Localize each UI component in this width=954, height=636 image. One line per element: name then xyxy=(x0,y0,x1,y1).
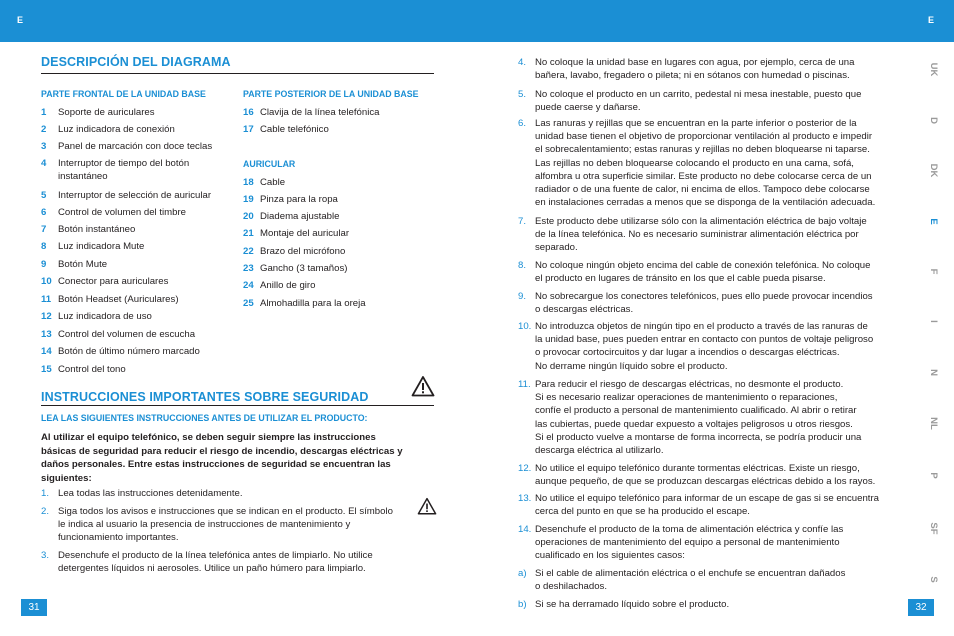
language-tab-e: E xyxy=(928,218,939,225)
part-number: 20 xyxy=(243,211,254,222)
safety-item-line: Si el producto vuelve a montarse de forma incorrecta, se podría producir una xyxy=(535,431,862,443)
part-label: Diadema ajustable xyxy=(260,211,340,222)
part-number: 5 xyxy=(41,190,47,201)
safety-item-line: aunque pequeño, de que se produzcan descargas eléctricas debido a los rayos. xyxy=(535,476,876,488)
safety-item-line: Siga todos los avisos e instrucciones que se indican en el producto. El símbolo xyxy=(58,506,393,517)
part-number: 10 xyxy=(41,276,52,287)
part-label: Luz indicadora Mute xyxy=(58,241,145,252)
safety-item-number: a) xyxy=(518,568,527,579)
language-code-left: E xyxy=(17,15,24,25)
part-number: 8 xyxy=(41,241,47,252)
part-number: 3 xyxy=(41,141,47,152)
safety-item-number: 3. xyxy=(41,550,50,561)
warning-triangle-icon xyxy=(411,375,435,397)
safety-item-line: operaciones de mantenimiento del equipo a personal de mantenimiento xyxy=(535,537,840,549)
part-label: Control del tono xyxy=(58,364,126,375)
safety-subtitle: LEA LAS SIGUIENTES INSTRUCCIONES ANTES DE UTILIZAR EL PRODUCTO: xyxy=(41,413,368,423)
part-label: Botón instantáneo xyxy=(58,224,136,235)
part-number: 25 xyxy=(243,298,254,309)
safety-item-line: Desenchufe el producto de la toma de alimentación eléctrica y confíe las xyxy=(535,524,844,535)
safety-item-line: Las rejillas no deben bloquearse colocando el producto en una cama, sofá, xyxy=(535,157,854,169)
safety-item-line: No derrame ningún líquido sobre el producto. xyxy=(535,360,728,372)
safety-item-line: Si el cable de alimentación eléctrica o el enchufe se encuentran dañados xyxy=(535,568,846,579)
part-number: 6 xyxy=(41,207,47,218)
part-label: Interruptor de tiempo del botón xyxy=(58,158,190,169)
safety-item-number: 7. xyxy=(518,216,527,227)
safety-item-number: 9. xyxy=(518,291,527,302)
safety-item-line: o descargas eléctricas. xyxy=(535,304,634,316)
language-tab-d: D xyxy=(928,117,939,124)
part-label: Panel de marcación con doce teclas xyxy=(58,141,213,152)
part-label: Conector para auriculares xyxy=(58,276,169,287)
safety-item-line: No sobrecargue los conectores telefónicos, pues ello puede provocar incendios xyxy=(535,291,873,302)
page-number-right: 32 xyxy=(908,599,934,616)
safety-title: INSTRUCCIONES IMPORTANTES SOBRE SEGURIDAD xyxy=(41,390,369,404)
language-tab-i: I xyxy=(928,320,939,323)
language-tab-s: S xyxy=(928,576,939,583)
safety-item-line: No utilice el equipo telefónico durante tormentas eléctricas. Existe un riesgo, xyxy=(535,463,860,474)
part-number: 15 xyxy=(41,364,52,375)
front-section-title: PARTE FRONTAL DE LA UNIDAD BASE xyxy=(41,89,206,99)
safety-item-line: alfombra u otra superficie similar. Este producto no debe colocarse cerca de un xyxy=(535,170,872,182)
safety-item-number: 2. xyxy=(41,506,50,517)
safety-item-line: Este producto debe utilizarse sólo con la alimentación eléctrica de bajo voltaje xyxy=(535,216,867,227)
safety-item-line: Lea todas las instrucciones detenidamente. xyxy=(58,488,243,499)
safety-item-line: las cubiertas, puede quedar expuesto a voltajes peligrosos u otros riesgos. xyxy=(535,418,853,430)
safety-item-line: puede caerse y dañarse. xyxy=(535,102,641,114)
page-number-left: 31 xyxy=(21,599,47,616)
language-sidebar xyxy=(913,42,954,636)
safety-item-number: b) xyxy=(518,599,527,610)
safety-item-line: el sobrecalentamiento; estas ranuras y rejillas no deben bloquearse ni taparse. xyxy=(535,144,870,156)
safety-item-number: 11. xyxy=(518,379,531,390)
part-number: 11 xyxy=(41,294,52,305)
part-label: Control del volumen de escucha xyxy=(58,329,196,340)
warning-triangle-icon-inline xyxy=(417,497,437,515)
safety-item-line: la unidad base, pues pueden entrar en contacto con puntos de voltaje peligroso xyxy=(535,334,874,346)
part-label: Botón de último número marcado xyxy=(58,346,200,357)
language-tab-dk: DK xyxy=(928,163,939,178)
intro-line: daños personales. Entre estas instrucciones de seguridad se encuentran las xyxy=(41,459,391,470)
safety-item-line: detergentes líquidos ni aerosoles. Utilice un paño húmero para limpiarlo. xyxy=(58,563,366,575)
back-section-title: PARTE POSTERIOR DE LA UNIDAD BASE xyxy=(243,89,419,99)
diagram-title: DESCRIPCIÓN DEL DIAGRAMA xyxy=(41,55,231,69)
part-label: Montaje del auricular xyxy=(260,228,350,239)
safety-item-line: cualificado en los siguientes casos: xyxy=(535,550,685,562)
safety-item-line: Si se ha derramado líquido sobre el producto. xyxy=(535,599,730,610)
language-tab-sf: SF xyxy=(928,522,939,535)
safety-item-line: No utilice el equipo telefónico para informar de un escape de gas si se encuentra xyxy=(535,493,879,504)
part-number: 17 xyxy=(243,124,254,135)
part-number: 16 xyxy=(243,107,254,118)
language-tab-nl: NL xyxy=(928,417,939,430)
language-tab-uk: UK xyxy=(928,62,939,77)
part-label: Gancho (3 tamaños) xyxy=(260,263,348,274)
part-number: 23 xyxy=(243,263,254,274)
part-label-cont: instantáneo xyxy=(58,171,108,182)
safety-title-rule xyxy=(41,405,434,406)
safety-item-number: 13. xyxy=(518,493,532,504)
safety-item-number: 1. xyxy=(41,488,50,499)
safety-item-line: cerca del punto en que se ha producido el escape. xyxy=(535,506,750,518)
part-label: Soporte de auriculares xyxy=(58,107,155,118)
intro-line: siguientes: xyxy=(41,472,92,484)
part-number: 18 xyxy=(243,177,254,188)
part-label: Pinza para la ropa xyxy=(260,194,338,205)
top-header-bar xyxy=(0,0,954,42)
safety-item-number: 8. xyxy=(518,260,527,271)
intro-line: Al utilizar el equipo telefónico, se deben seguir siempre las instrucciones xyxy=(41,432,376,443)
part-number: 9 xyxy=(41,259,47,270)
safety-item-line: de la línea telefónica. No es necesario suministrar alimentación eléctrica por xyxy=(535,229,859,241)
part-label: Brazo del micrófono xyxy=(260,246,346,257)
part-label: Cable telefónico xyxy=(260,124,329,135)
safety-item-line: Las ranuras y rejillas que se encuentran en la parte inferior o posterior de la xyxy=(535,118,857,129)
diagram-title-rule xyxy=(41,73,434,74)
part-label: Botón Headset (Auriculares) xyxy=(58,294,179,305)
language-tab-n: N xyxy=(928,369,939,376)
language-tab-f: F xyxy=(928,268,939,275)
safety-item-line: o provocar cortocircuitos y dar lugar a incendios o descargas eléctricas. xyxy=(535,347,840,359)
safety-item-line: Desenchufe el producto de la línea telefónica antes de limpiarlo. No utilice xyxy=(58,550,373,561)
safety-item-number: 4. xyxy=(518,57,527,68)
part-label: Luz indicadora de uso xyxy=(58,311,152,322)
headset-section-title: AURICULAR xyxy=(243,159,296,169)
safety-item-line: separado. xyxy=(535,242,578,254)
safety-item-line: Para reducir el riesgo de descargas eléctricas, no desmonte el producto. xyxy=(535,379,844,390)
part-number: 22 xyxy=(243,246,254,257)
part-number: 1 xyxy=(41,107,47,118)
part-number: 21 xyxy=(243,228,254,239)
part-label: Interruptor de selección de auricular xyxy=(58,190,212,201)
part-label: Botón Mute xyxy=(58,259,108,270)
safety-item-line: No coloque la unidad base en lugares con agua, por ejemplo, cerca de una xyxy=(535,57,855,68)
safety-item-number: 12. xyxy=(518,463,532,474)
safety-item-line: en instalaciones cerradas a menos que se disponga de la ventilación adecuada. xyxy=(535,197,876,209)
safety-item-number: 10. xyxy=(518,321,532,332)
part-number: 13 xyxy=(41,329,52,340)
part-label: Cable xyxy=(260,177,286,188)
part-label: Luz indicadora de conexión xyxy=(58,124,175,135)
safety-item-line: funcionamiento importantes. xyxy=(58,532,179,544)
safety-item-line: No coloque el producto en un carrito, pedestal ni mesa inestable, puesto que xyxy=(535,89,862,100)
language-code-right: E xyxy=(928,15,935,25)
part-label: Anillo de giro xyxy=(260,280,316,291)
safety-item-line: confíe el producto a personal de mantenimiento cualificado. Al abrir o retirar xyxy=(535,405,857,417)
safety-item-line: bañera, lavabo, fregadero o pileta; ni en sótanos con humedad o piscinas. xyxy=(535,70,850,82)
part-label: Control de volumen del timbre xyxy=(58,207,186,218)
safety-item-line: Si es necesario realizar operaciones de mantenimiento o reparaciones, xyxy=(535,392,838,404)
intro-line: básicas de seguridad para reducir el riesgo de incendio, descargas eléctricas y xyxy=(41,445,403,457)
part-number: 24 xyxy=(243,280,254,291)
part-number: 19 xyxy=(243,194,254,205)
safety-item-line: descarga eléctrica al utilizarlo. xyxy=(535,445,664,456)
safety-item-number: 5. xyxy=(518,89,527,100)
part-number: 4 xyxy=(41,158,47,169)
part-number: 12 xyxy=(41,311,52,322)
safety-item-line: o deshilachados. xyxy=(535,581,608,593)
part-number: 14 xyxy=(41,346,52,357)
safety-item-line: radiador o de una fuente de calor, ni encima de ellos. Tampoco debe colocarse xyxy=(535,184,870,195)
safety-item-line: No introduzca objetos de ningún tipo en el producto a través de las ranuras de xyxy=(535,321,868,332)
part-label: Clavija de la línea telefónica xyxy=(260,107,380,118)
safety-item-number: 14. xyxy=(518,524,532,535)
part-label: Almohadilla para la oreja xyxy=(260,298,366,309)
part-number: 2 xyxy=(41,124,47,135)
safety-item-line: No coloque ningún objeto encima del cable de conexión telefónica. No coloque xyxy=(535,260,871,271)
safety-item-number: 6. xyxy=(518,118,527,129)
safety-item-line: el producto en lugares de tránsito en los que el cable pueda pisarse. xyxy=(535,273,826,285)
language-tab-p: P xyxy=(928,472,939,479)
safety-item-line: unidad base tienen el objetivo de proporcionar ventilación al producto e impedir xyxy=(535,131,873,143)
safety-item-line: le indica al usuario la presencia de instrucciones de mantenimiento y xyxy=(58,519,351,531)
part-number: 7 xyxy=(41,224,47,235)
